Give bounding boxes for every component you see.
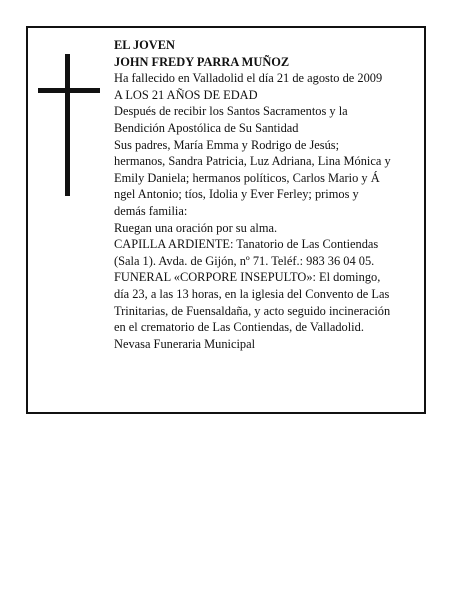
sacraments-line-2: Bendición Apostólica de Su Santidad: [114, 120, 299, 135]
deceased-name: JOHN FREDY PARRA MUÑOZ: [114, 54, 290, 69]
chapel-line-1: CAPILLA ARDIENTE: Tanatorio de Las Contiendas: [114, 237, 379, 252]
deceased-prefix: EL JOVEN: [114, 38, 175, 52]
family-line-2: hermanos, Sandra Patricia, Luz Adriana, Lina Mónica y: [114, 154, 391, 169]
cross-vertical-bar: [65, 54, 70, 196]
funeral-line-1: FUNERAL «CORPORE INSEPULTO»: El domingo,: [114, 270, 381, 285]
funeral-line-3: Trinitarias, de Fuensaldaña, y acto seguido incineración: [114, 303, 391, 318]
funeral-line-2: día 23, a las 13 horas, en la iglesia del Convento de Las: [114, 286, 390, 301]
chapel-line-2: (Sala 1). Avda. de Gijón, nº 71. Teléf.: 983 36 04 05.: [114, 253, 375, 268]
notice-text: [114, 37, 422, 352]
prayer-request: Ruegan una oración por su alma.: [114, 220, 278, 235]
age-statement: A LOS 21 AÑOS DE EDAD: [114, 87, 258, 102]
funeral-line-4: en el crematorio de Las Contiendas, de Valladolid.: [114, 320, 364, 335]
family-line-1: Sus padres, María Emma y Rodrigo de Jesús;: [114, 137, 340, 152]
cross-horizontal-bar: [38, 88, 100, 93]
family-line-3: Emily Daniela; hermanos políticos, Carlos Mario y Á: [114, 170, 380, 185]
sacraments-line-1: Después de recibir los Santos Sacramentos y la: [114, 104, 348, 119]
family-line-4: ngel Antonio; tíos, Idolia y Ever Ferley; primos y: [114, 187, 359, 202]
family-line-5: demás familia:: [114, 203, 188, 218]
funeral-home: Nevasa Funeraria Municipal: [114, 336, 256, 351]
death-statement: Ha fallecido en Valladolid el día 21 de agosto de 2009: [114, 71, 383, 86]
cross-icon: [38, 54, 100, 196]
